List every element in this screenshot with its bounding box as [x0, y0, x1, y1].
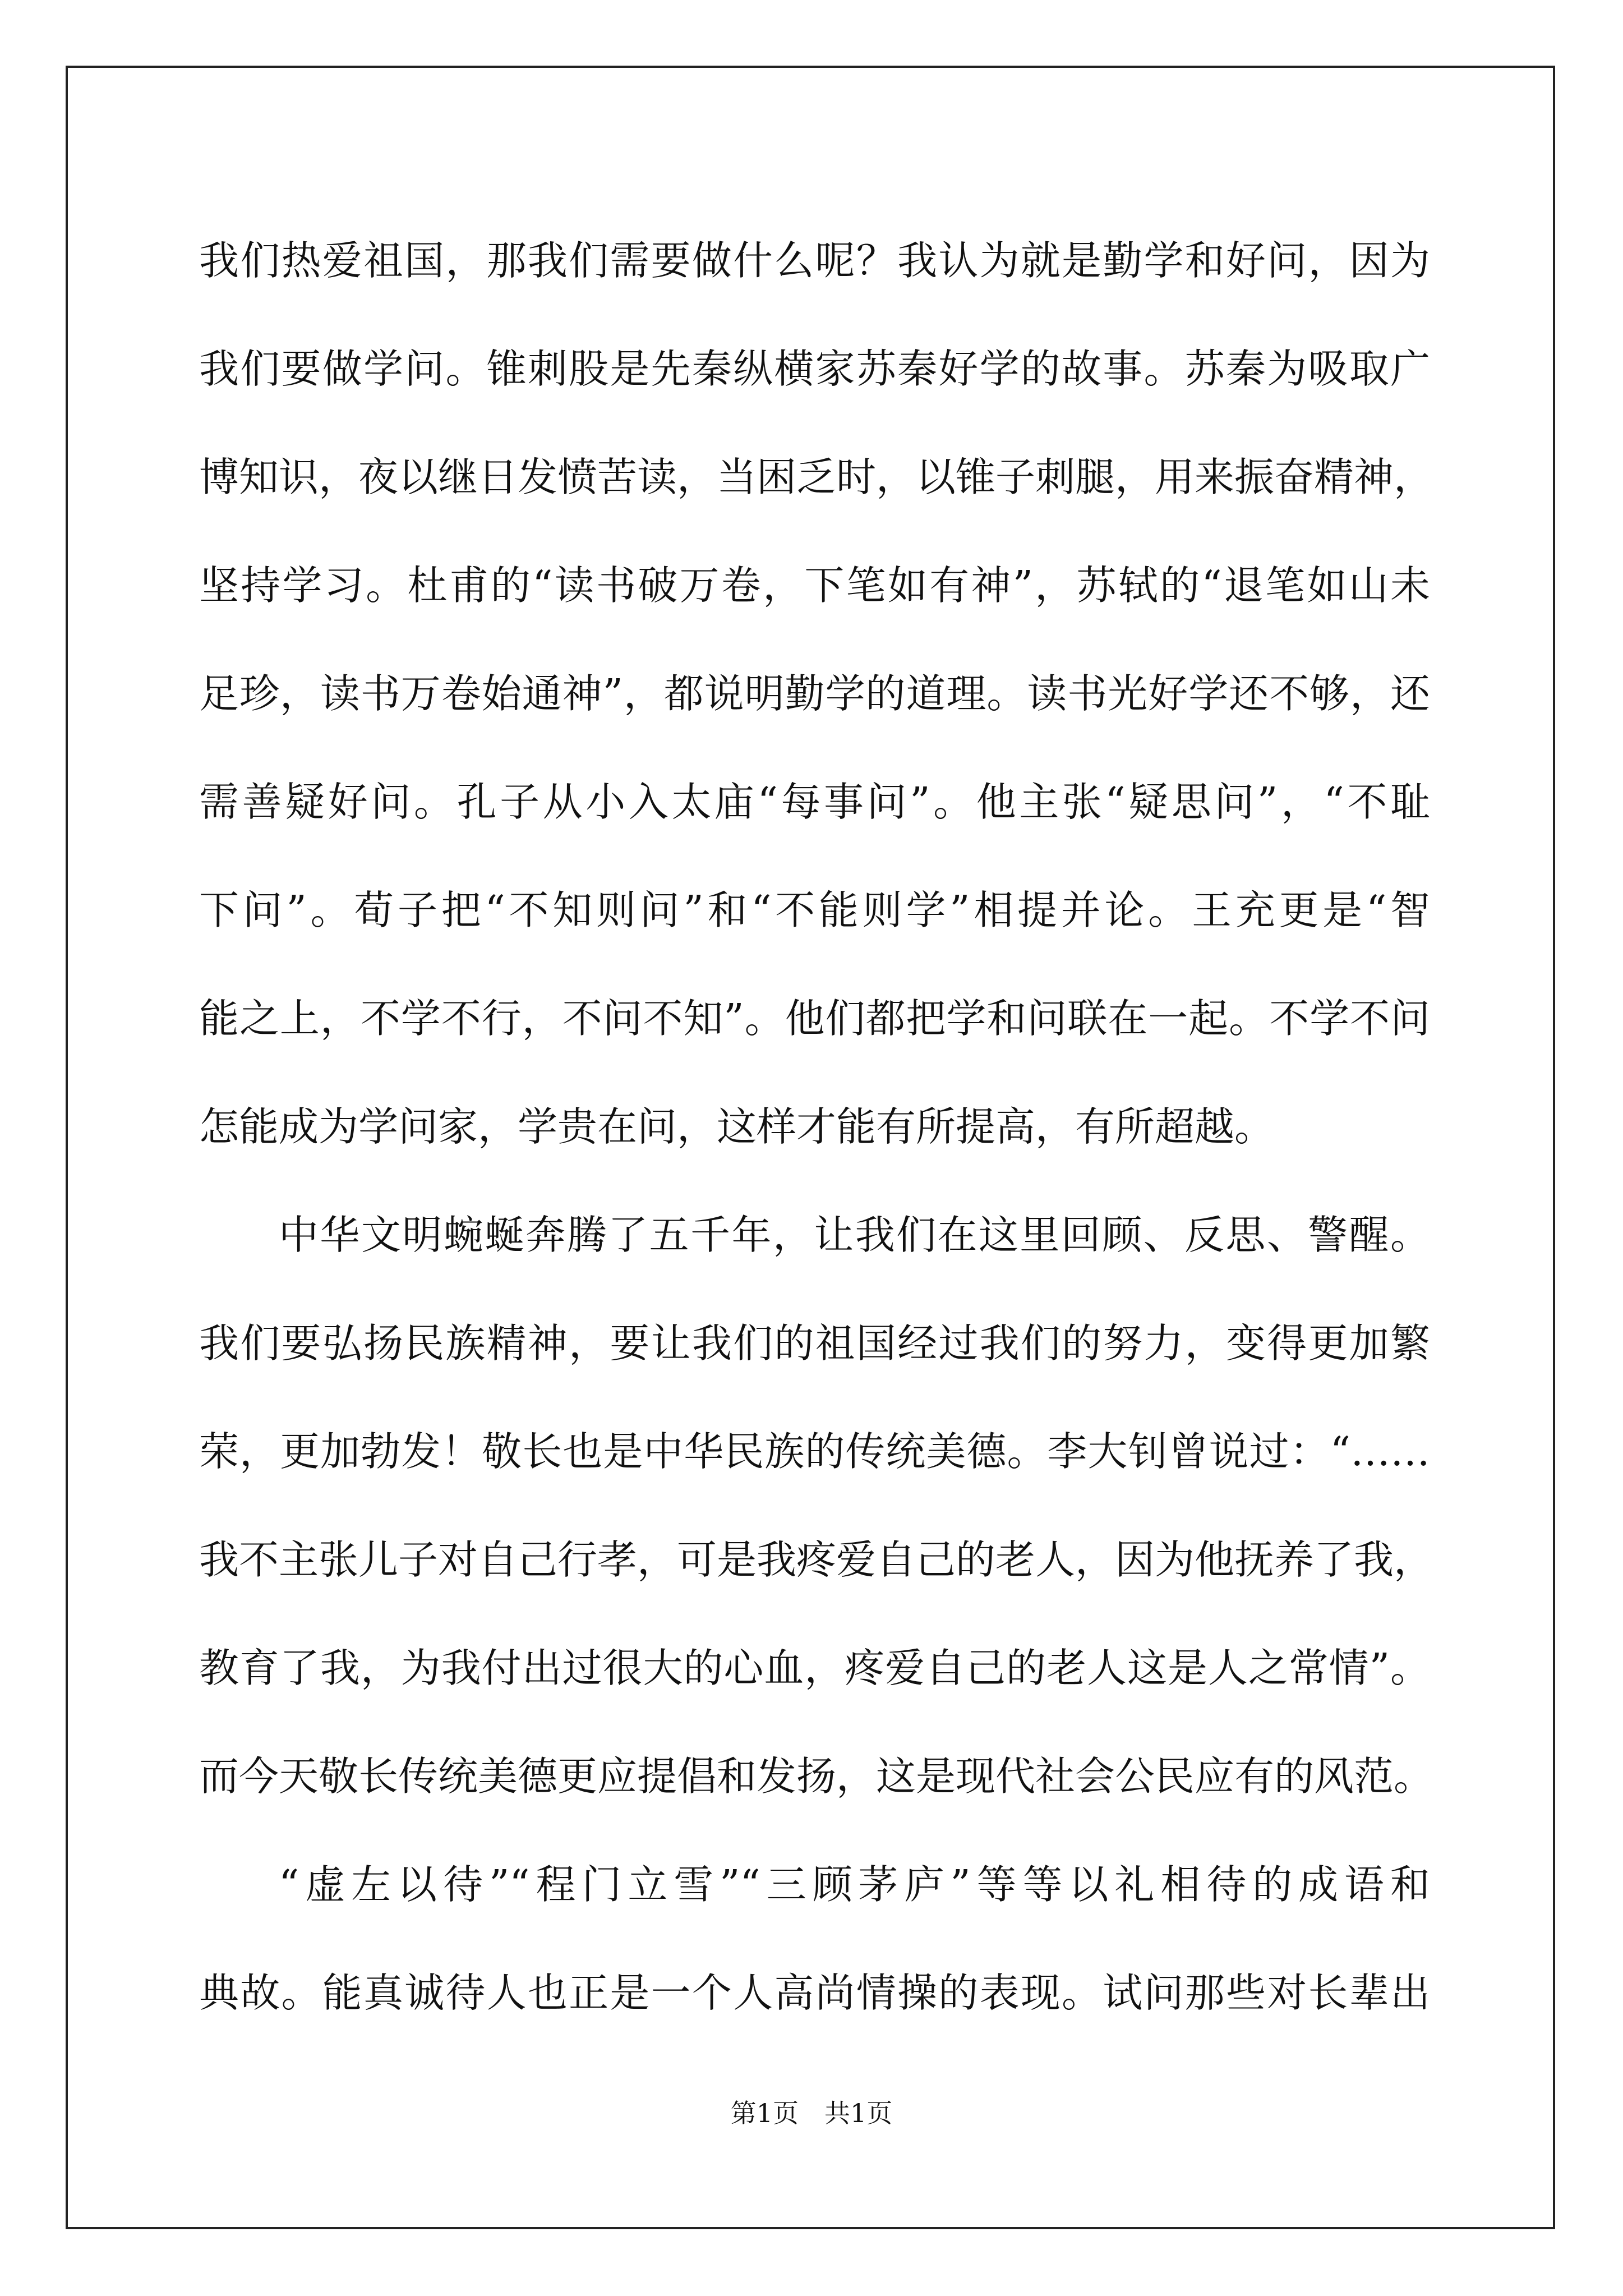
text-line: 能之上，不学不行，不问不知”。他们都把学和问联在一起。不学不问	[199, 995, 1430, 1042]
text-line: “虚左以待”“程门立雪”“三顾茅庐”等等以礼相待的成语和	[279, 1861, 1430, 1908]
text-line: 典故。能真诚待人也正是一个人高尚情操的表现。试问那些对长辈出	[199, 1970, 1430, 2016]
text-line: 教育了我，为我付出过很大的心血，疼爱自己的老人这是人之常情”。	[199, 1645, 1430, 1691]
text-line: 中华文明蜿蜒奔腾了五千年，让我们在这里回顾、反思、警醒。	[279, 1212, 1430, 1258]
text-line: 而今天敬长传统美德更应提倡和发扬，这是现代社会公民应有的风范。	[199, 1753, 1434, 1800]
text-line: 足珍，读书万卷始通神”，都说明勤学的道理。读书光好学还不够，还	[199, 670, 1430, 717]
text-line: 荣，更加勃发！敬长也是中华民族的传统美德。李大钊曾说过：“……	[199, 1428, 1430, 1475]
text-line: 我们要做学问。锥刺股是先秦纵横家苏秦好学的故事。苏秦为吸取广	[199, 346, 1430, 392]
document-body	[199, 206, 1434, 2047]
text-line: 我们热爱祖国，那我们需要做什么呢？我认为就是勤学和好问，因为	[199, 237, 1430, 284]
text-line: 需善疑好问。孔子从小入太庙“每事问”。他主张“疑思问”，“不耻	[199, 779, 1430, 825]
text-line: 我不主张儿子对自己行孝，可是我疼爱自己的老人，因为他抚养了我，	[199, 1536, 1434, 1583]
text-line: 我们要弘扬民族精神，要让我们的祖国经过我们的努力，变得更加繁	[199, 1320, 1430, 1366]
text-line: 怎能成为学问家，学贵在问，这样才能有所提高，有所超越。	[199, 1103, 1275, 1150]
text-line: 下问”。荀子把“不知则问”和“不能则学”相提并论。王充更是“智	[199, 887, 1430, 933]
page-footer: 第1页 共1页	[730, 2098, 893, 2128]
text-line: 坚持学习。杜甫的“读书破万卷，下笔如有神”，苏轼的“退笔如山未	[199, 562, 1430, 609]
text-line: 博知识，夜以继日发愤苦读，当困乏时，以锥子刺腿，用来振奋精神，	[199, 454, 1434, 500]
